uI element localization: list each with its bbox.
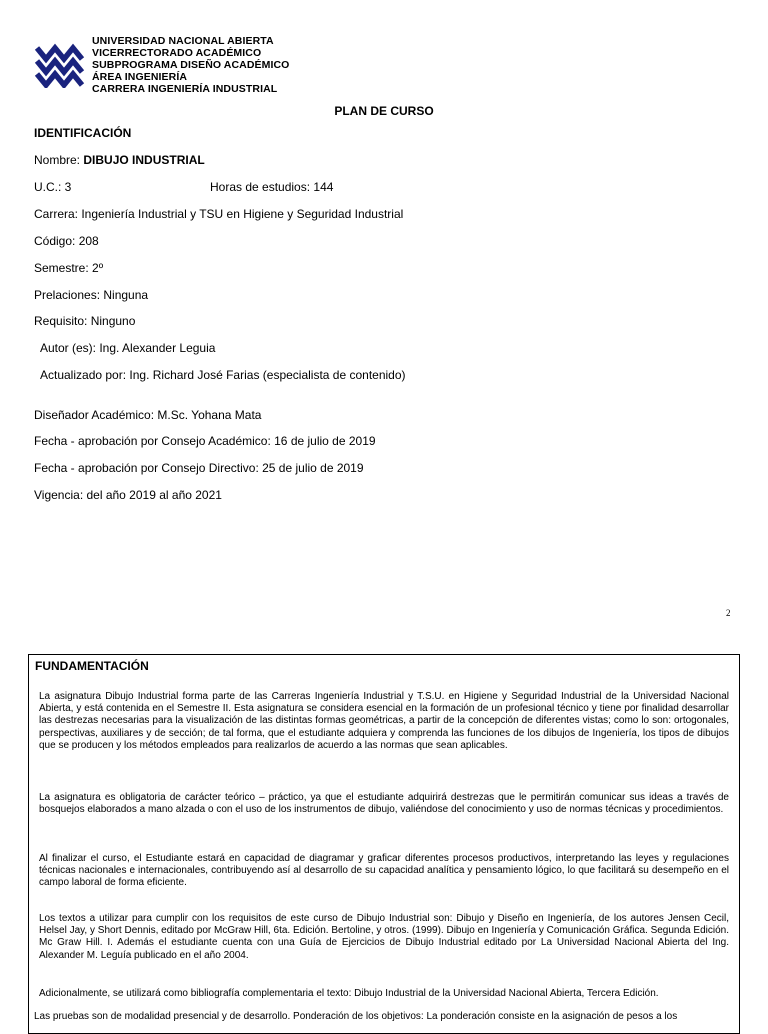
nombre-value: DIBUJO INDUSTRIAL <box>83 153 205 167</box>
fecha-directivo-field: Fecha - aprobación por Consejo Directivo: 25 de julio de 2019 <box>34 461 364 475</box>
vigencia-field: Vigencia: del año 2019 al año 2021 <box>34 488 222 502</box>
requisito-field: Requisito: Ninguno <box>34 314 136 328</box>
fundamentacion-box <box>28 654 740 1034</box>
fundamentacion-paragraph: Los textos a utilizar para cumplir con los requisitos de este curso de Dibujo Industrial son: Dibujo y Diseño en Ingeniería, de los autores Jensen Cecil, Helsel Jay, y Short Dennis, editado por McGraw Hill, 6ta. Edición. Bertoline, y otros. (1999). Dibujo en Ingeniería y Comunicación Gráfica. Segunda Edición. Mc Graw Hill. I. Además el estudiante cuenta con una Guía de Ejercicios de Dibujo Industrial editado por La Universidad Nacional Abierta del Ing. Alexander M. Leguía publicado en el año 2004. <box>39 913 729 961</box>
fecha-academico-field: Fecha - aprobación por Consejo Académico: 16 de julio de 2019 <box>34 434 376 448</box>
nombre-label: Nombre: <box>34 153 84 167</box>
codigo-field: Código: 208 <box>34 234 99 248</box>
institution-line: UNIVERSIDAD NACIONAL ABIERTA <box>92 35 274 47</box>
page-number: 2 <box>726 608 731 618</box>
institution-line: ÁREA INGENIERÍA <box>92 71 188 83</box>
fundamentacion-paragraph: Las pruebas son de modalidad presencial y de desarrollo. Ponderación de los objetivos: La ponderación consiste en la asignación de pesos a los <box>34 1011 678 1022</box>
institution-line: CARRERA INGENIERÍA INDUSTRIAL <box>92 83 278 95</box>
fundamentacion-paragraph: La asignatura Dibujo Industrial forma parte de las Carreras Ingeniería Industrial y T.S.U. en Higiene y Seguridad Industrial de la Universidad Nacional Abierta, y está contenida en el Semestre II. Esta asignatura se considera esencial en la formación de un profesional técnico y tiene por finalidad desarrollar las destrezas necesarias para la visualización de las distintas formas geométricas, a partir de la concepción de diferentes vistas; como lo son: ortogonales, perspectivas, auxiliares y de sección; de tal forma, que el estudiante adquiera y comprenda las funciones de los dibujos de Ingeniería, los tipos de dibujos que se producen y los métodos empleados para realizarlos de acuerdo a las normas que sean aplicables. <box>39 691 729 751</box>
horas-field: Horas de estudios: 144 <box>210 180 334 194</box>
institution-line: SUBPROGRAMA DISEÑO ACADÉMICO <box>92 59 290 71</box>
institution-line: VICERRECTORADO ACADÉMICO <box>92 47 262 59</box>
disenador-field: Diseñador Académico: M.Sc. Yohana Mata <box>34 408 262 422</box>
fundamentacion-heading: FUNDAMENTACIÓN <box>35 659 149 673</box>
actualizado-field: Actualizado por: Ing. Richard José Farias (especialista de contenido) <box>40 368 406 382</box>
nombre-field <box>34 153 205 167</box>
una-logo <box>34 42 86 88</box>
institution-name-block <box>92 35 289 95</box>
document-title <box>0 104 768 118</box>
semestre-field: Semestre: 2º <box>34 261 104 275</box>
identificacion-heading: IDENTIFICACIÓN <box>34 126 132 140</box>
prelaciones-field: Prelaciones: Ninguna <box>34 288 149 302</box>
fundamentacion-paragraph: Al finalizar el curso, el Estudiante estará en capacidad de diagramar y graficar diferentes procesos productivos, interpretando las leyes y regulaciones técnicas nacionales e internacionales, contribuyendo así al desarrollo de su capacidad analítica y pensamiento lógico, lo que facilitará su desempeño en el campo laboral de forma eficiente. <box>39 853 729 889</box>
document-title-text: PLAN DE CURSO <box>334 104 434 118</box>
fundamentacion-paragraph: Adicionalmente, se utilizará como bibliografía complementaria el texto: Dibujo Industrial de la Universidad Nacional Abierta, Tercera Edición. <box>39 988 659 999</box>
carrera-field: Carrera: Ingeniería Industrial y TSU en Higiene y Seguridad Industrial <box>34 207 404 221</box>
fundamentacion-paragraph: La asignatura es obligatoria de carácter teórico – práctico, ya que el estudiante adquirirá destrezas que le permitirán comunicar sus ideas a través de bosquejos elaborados a mano alzada o con el uso de los instrumentos de dibujo, valiéndose del conocimiento y uso de normas técnicas y procedimientos. <box>39 792 729 816</box>
autor-field: Autor (es): Ing. Alexander Leguia <box>40 341 216 355</box>
uc-field: U.C.: 3 <box>34 180 72 194</box>
